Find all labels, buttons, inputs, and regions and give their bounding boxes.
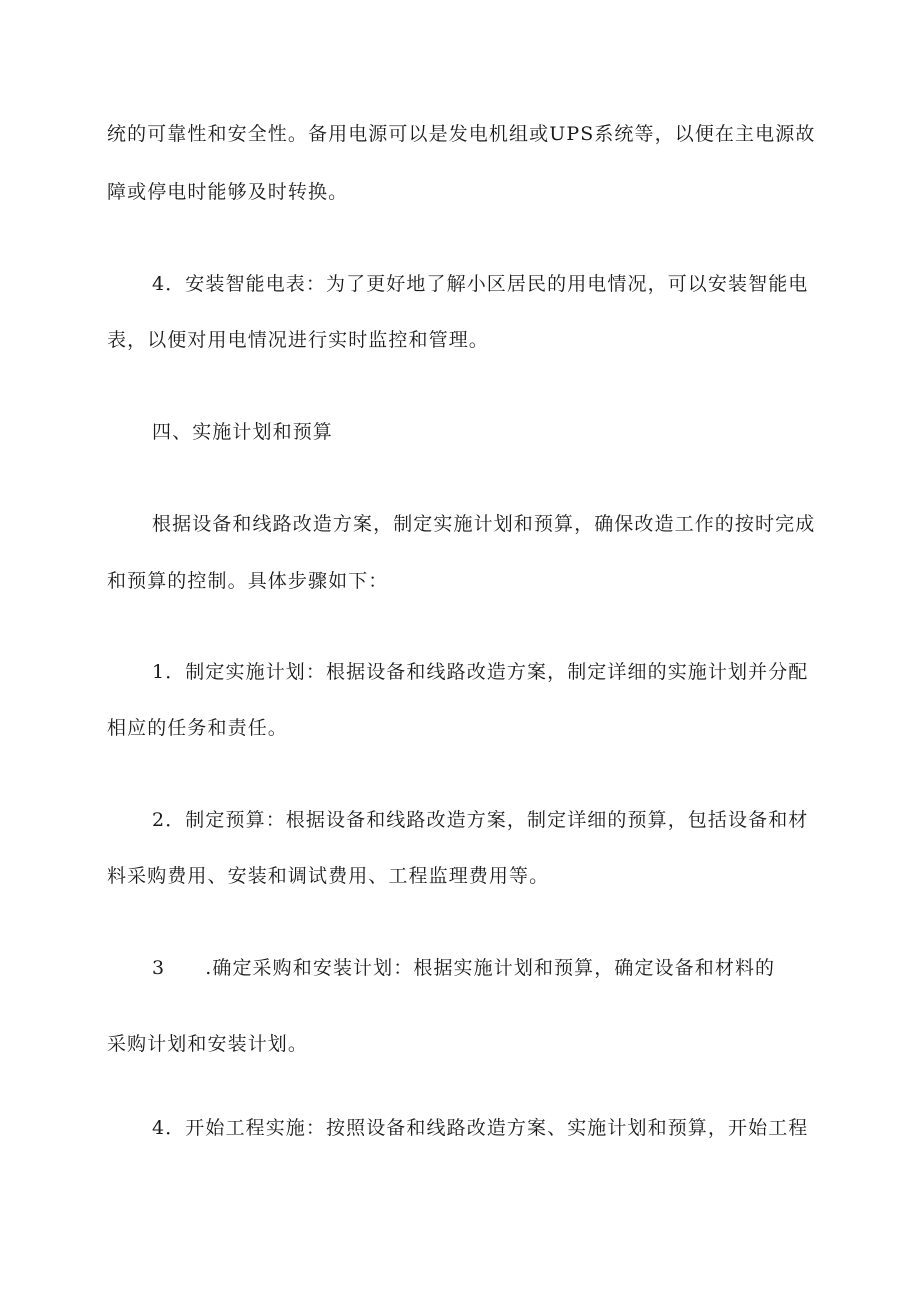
paragraph-line: 和预算的控制。具体步骤如下：	[107, 570, 389, 592]
paragraph-line: 根据设备和线路改造方案，制定实施计划和预算，确保改造工作的按时完成	[152, 513, 816, 535]
list-item-number: 3	[152, 957, 166, 979]
list-item-line: 2．制定预算：根据设备和线路改造方案，制定详细的预算，包括设备和材	[152, 809, 809, 831]
list-item-line: 4．安装智能电表：为了更好地了解小区居民的用电情况，可以安装智能电	[152, 273, 809, 295]
list-item-text: .确定采购和安装计划：根据实施计划和预算，确定设备和材料的	[205, 957, 776, 979]
list-item-line	[152, 956, 775, 980]
paragraph-line: 采购计划和安装计划。	[107, 1033, 309, 1055]
list-item-line: 1．制定实施计划：根据设备和线路改造方案，制定详细的实施计划并分配	[152, 661, 809, 683]
paragraph-line: 表，以便对用电情况进行实时监控和管理。	[107, 329, 489, 351]
section-heading: 四、实施计划和预算	[152, 421, 333, 443]
paragraph-line: 料采购费用、安装和调试费用、工程监理费用等。	[107, 865, 550, 887]
paragraph-line: 相应的任务和责任。	[107, 717, 288, 739]
list-item-line: 4．开始工程实施：按照设备和线路改造方案、实施计划和预算，开始工程	[152, 1117, 809, 1139]
paragraph-line: 统的可靠性和安全性。备用电源可以是发电机组或UPS系统等，以便在主电源故	[107, 123, 816, 145]
paragraph-line: 障或停电时能够及时转换。	[107, 181, 349, 203]
